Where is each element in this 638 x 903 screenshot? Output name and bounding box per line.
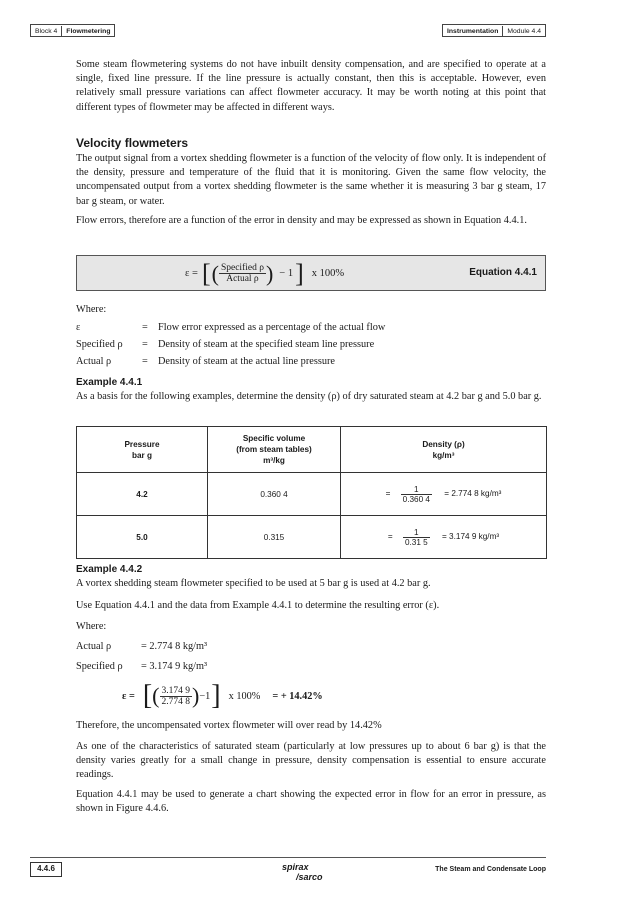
equation-minus-one: − 1 xyxy=(279,268,294,279)
header-category: Instrumentation xyxy=(447,28,499,35)
equation-times: x 100% xyxy=(311,268,345,279)
calc-numerator: 3.174 9 xyxy=(161,685,190,696)
footer-rule xyxy=(30,857,546,858)
velocity-paragraph-1: The output signal from a vortex shedding flowmeter is a function of the velocity of flow only. It is independent of the density, pressure and temperature of the fluid that it is monitoring. Given the same flow velocity, the uncompensated output from a vortex shedding flowmeter is the same whether it is measuring 3 bar g steam, 17 bar g steam, or water. xyxy=(76,153,546,207)
calc-lhs: ε = xyxy=(122,690,135,702)
conclusion-p1: Therefore, the uncompensated vortex flowmeter will over read by 14.42% xyxy=(76,720,382,731)
where-definition: Density of steam at the specified steam line pressure xyxy=(158,339,375,350)
example2-where: Where: xyxy=(76,621,107,632)
where-equals: = xyxy=(142,322,148,333)
density-numerator: 1 xyxy=(414,484,419,494)
actual-value: = 2.774 8 kg/m³ xyxy=(141,641,208,652)
example2-p2: Use Equation 4.4.1 and the data from Example 4.4.1 to determine the resulting error (ε). xyxy=(76,600,440,611)
cell-volume: 0.315 xyxy=(208,516,341,559)
logo-bottom: sarco xyxy=(298,872,323,882)
equation-denominator: Actual ρ xyxy=(219,273,266,284)
equation-fraction xyxy=(219,263,266,284)
density-equals: = xyxy=(385,489,391,499)
table-header-row xyxy=(77,427,547,473)
where-item xyxy=(76,320,546,337)
header-line: m³/kg xyxy=(263,456,285,465)
equation-label: Equation 4.4.1 xyxy=(469,267,537,278)
velocity-heading: Velocity flowmeters xyxy=(76,136,189,150)
example2-specified xyxy=(76,660,546,674)
cell-density xyxy=(341,516,547,559)
density-table xyxy=(76,426,547,559)
specified-term: Specified ρ xyxy=(76,661,123,672)
example2-p1: A vortex shedding steam flowmeter specified to be used at 5 bar g is used at 4.2 bar g. xyxy=(76,578,431,589)
logo-bottom-line: /sarco xyxy=(296,872,323,882)
header-section: Flowmetering xyxy=(61,26,114,37)
where-term: ε xyxy=(76,322,81,333)
header-right-box xyxy=(442,24,546,37)
equation-lhs: ε = xyxy=(185,268,198,279)
density-numerator: 1 xyxy=(414,527,419,537)
velocity-paragraph-2: Flow errors, therefore are a function of the error in density and may be expressed as shown in Equation 4.4.1. xyxy=(76,215,527,226)
header-line: Specific volume xyxy=(242,434,306,443)
page-header xyxy=(30,24,546,38)
density-equals: = xyxy=(387,532,393,542)
conclusion-p2: As one of the characteristics of saturated steam (particularly at low pressures up to about 6 bar g) is that the density varies greatly for a small change in pressure, density compensation is essential to ensure accurate readings. xyxy=(76,741,546,781)
where-title: Where: xyxy=(76,304,107,315)
logo-top: spirax xyxy=(282,862,309,872)
header-left-box xyxy=(30,24,115,37)
conclusion-p3: Equation 4.4.1 may be used to generate a chart showing the expected error in flow for an error in pressure, as shown in Figure 4.4.6. xyxy=(76,789,546,815)
table-header-density xyxy=(341,427,547,473)
intro-paragraph: Some steam flowmetering systems do not have inbuilt density compensation, and are specified to operate at a single, fixed line pressure. If the line pressure is actually constant, then this is acceptable. However, even relatively small pressure variations can affect flowmeter accuracy. It may be worth noting at this point that different types of flowmeter may be affected in different ways. xyxy=(76,59,546,113)
actual-term: Actual ρ xyxy=(76,641,112,652)
cell-pressure: 5.0 xyxy=(77,516,208,559)
where-equals: = xyxy=(142,339,148,350)
where-definition: Flow error expressed as a percentage of the actual flow xyxy=(158,322,386,333)
header-block: Block 4 xyxy=(35,28,58,35)
density-fraction xyxy=(401,485,432,504)
cell-volume: 0.360 4 xyxy=(208,473,341,516)
equation-formula: ε = [ ( $\frac{\text{Specified ρ}}{\text{Actual ρ}}$ ) − 1 ] x 100% xyxy=(185,259,345,288)
example1-text: As a basis for the following examples, determine the density (ρ) of dry saturated steam at 4.2 bar g and 5.0 bar g. xyxy=(76,391,542,402)
calc-minus: −1 xyxy=(199,690,211,702)
footer-title: The Steam and Condensate Loop xyxy=(435,866,546,873)
cell-pressure: 4.2 xyxy=(77,473,208,516)
table-header-volume xyxy=(208,427,341,473)
example2-actual xyxy=(76,640,546,654)
header-line: Pressure xyxy=(124,439,160,449)
spirax-sarco-logo xyxy=(282,862,323,882)
header-line: Density (ρ) xyxy=(422,439,465,449)
page-number: 4.4.6 xyxy=(30,862,62,877)
table-row xyxy=(77,516,547,559)
example1-title: Example 4.4.1 xyxy=(76,377,143,388)
equation-box xyxy=(76,255,546,291)
calc-fraction xyxy=(160,686,193,707)
density-denominator: 0.31 5 xyxy=(404,537,428,547)
calc-times: x 100% xyxy=(228,690,261,702)
density-fraction xyxy=(403,528,430,547)
cell-density xyxy=(341,473,547,516)
density-result: = 2.774 8 kg/m³ xyxy=(444,489,502,499)
error-calculation: ε = [ ( $\frac{3.174 9}{2.774 8}$ ) −1 ] x 100% = + 14.42% xyxy=(122,680,323,711)
calc-result: = + 14.42% xyxy=(272,690,323,702)
specified-value: = 3.174 9 kg/m³ xyxy=(141,661,208,672)
example2-title: Example 4.4.2 xyxy=(76,564,143,575)
where-equals: = xyxy=(142,356,148,367)
density-denominator: 0.360 4 xyxy=(402,494,430,504)
where-term: Specified ρ xyxy=(76,339,123,350)
where-definition: Density of steam at the actual line pressure xyxy=(158,356,335,367)
density-result: = 3.174 9 kg/m³ xyxy=(442,532,500,542)
header-line: bar g xyxy=(131,450,153,460)
calc-denominator: 2.774 8 xyxy=(161,696,190,707)
table-row xyxy=(77,473,547,516)
header-line: kg/m³ xyxy=(432,450,455,460)
table-header-pressure xyxy=(77,427,208,473)
header-line: (from steam tables) xyxy=(236,445,312,454)
equation-numerator: Specified ρ xyxy=(220,263,264,273)
where-term: Actual ρ xyxy=(76,356,112,367)
where-item xyxy=(76,337,546,354)
header-module: Module 4.4 xyxy=(502,26,545,37)
where-item xyxy=(76,354,546,371)
where-list xyxy=(76,320,546,371)
